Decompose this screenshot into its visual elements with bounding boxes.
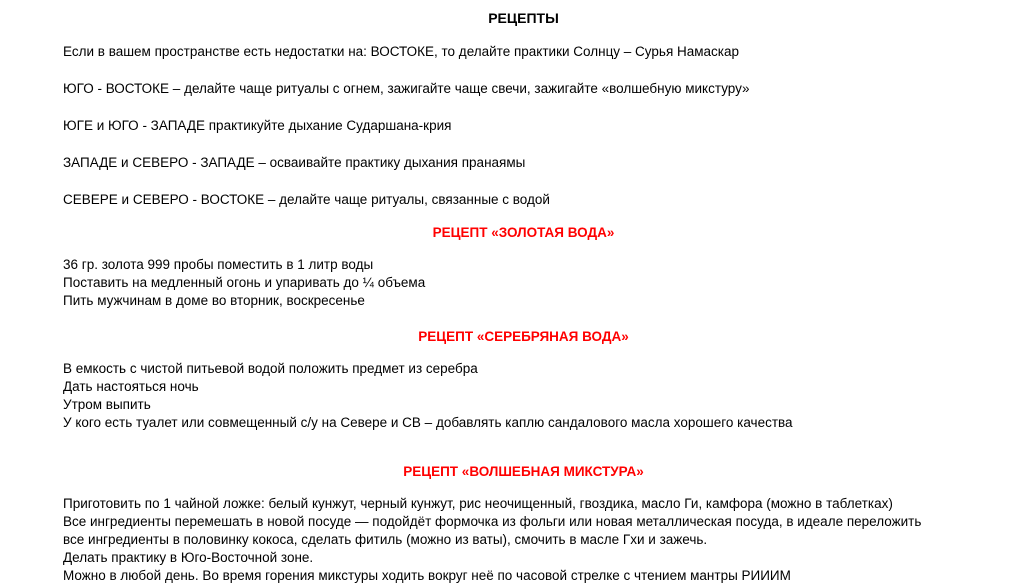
- recipe-line: У кого есть туалет или совмещенный с/у на Севере и СВ – добавлять каплю сандалового масла хорошего качества: [63, 415, 793, 430]
- recipe-line: Приготовить по 1 чайной ложке: белый кунжут, черный кунжут, рис неочищенный, гвоздика, масло Ги, камфора (можно в таблетках): [63, 496, 893, 511]
- recipe-section-golden-water: [63, 224, 984, 310]
- recipe-line: В емкость с чистой питьевой водой положить предмет из серебра: [63, 361, 478, 376]
- recipe-line: Утром выпить: [63, 397, 151, 412]
- recipe-line: Делать практику в Юго-Восточной зоне.: [63, 550, 314, 565]
- recipe-heading-magic-mixture: РЕЦЕПТ «ВОЛШЕБНАЯ МИКСТУРА»: [403, 464, 644, 479]
- recipe-body-magic-mixture: [63, 495, 984, 585]
- recipe-line: все ингредиенты в половинку кокоса, сделать фитиль (можно из ваты), смочить в масле Гхи и зажечь.: [63, 532, 708, 547]
- intro-paragraph-east: Если в вашем пространстве есть недостатки на: ВОСТОКЕ, то делайте практики Солнцу – Сурья Намаскар: [63, 44, 740, 59]
- intro-paragraph-southeast: ЮГО - ВОСТОКЕ – делайте чаще ритуалы с огнем, зажигайте чаще свечи, зажигайте «волшебную микстуру»: [63, 81, 750, 96]
- intro-paragraph-west: ЗАПАДЕ и СЕВЕРО - ЗАПАДЕ – осваивайте практику дыхания пранаямы: [63, 155, 526, 170]
- recipe-heading-golden-water: РЕЦЕПТ «ЗОЛОТАЯ ВОДА»: [432, 225, 615, 240]
- recipe-line: Все ингредиенты перемешать в новой посуде — подойдёт формочка из фольги или новая металлическая посуда, в идеале переложить: [63, 514, 922, 529]
- recipe-line: Дать настояться ночь: [63, 379, 199, 394]
- recipe-line: Можно в любой день. Во время горения микстуры ходить вокруг неё по часовой стрелке с чтением мантры РИИИМ: [63, 568, 791, 583]
- recipe-line: 36 гр. золота 999 пробы поместить в 1 литр воды: [63, 257, 374, 272]
- intro-paragraph-north: СЕВЕРЕ и СЕВЕРО - ВОСТОКЕ – делайте чаще ритуалы, связанные с водой: [63, 192, 550, 207]
- slide-title: РЕЦЕПТЫ: [488, 10, 559, 26]
- recipe-body-golden-water: [63, 256, 984, 310]
- recipe-section-magic-mixture: [63, 463, 984, 585]
- intro-paragraph-south: ЮГЕ и ЮГО - ЗАПАДЕ практикуйте дыхание Сударшана-крия: [63, 118, 452, 133]
- recipe-heading-silver-water: РЕЦЕПТ «СЕРЕБРЯНАЯ ВОДА»: [418, 329, 629, 344]
- recipe-body-silver-water: [63, 360, 984, 432]
- recipe-line: Пить мужчинам в доме во вторник, воскресенье: [63, 293, 365, 308]
- recipe-line: Поставить на медленный огонь и упаривать до ¼ объема: [63, 275, 426, 290]
- directions-intro-block: [63, 43, 984, 209]
- recipe-section-silver-water: [63, 328, 984, 432]
